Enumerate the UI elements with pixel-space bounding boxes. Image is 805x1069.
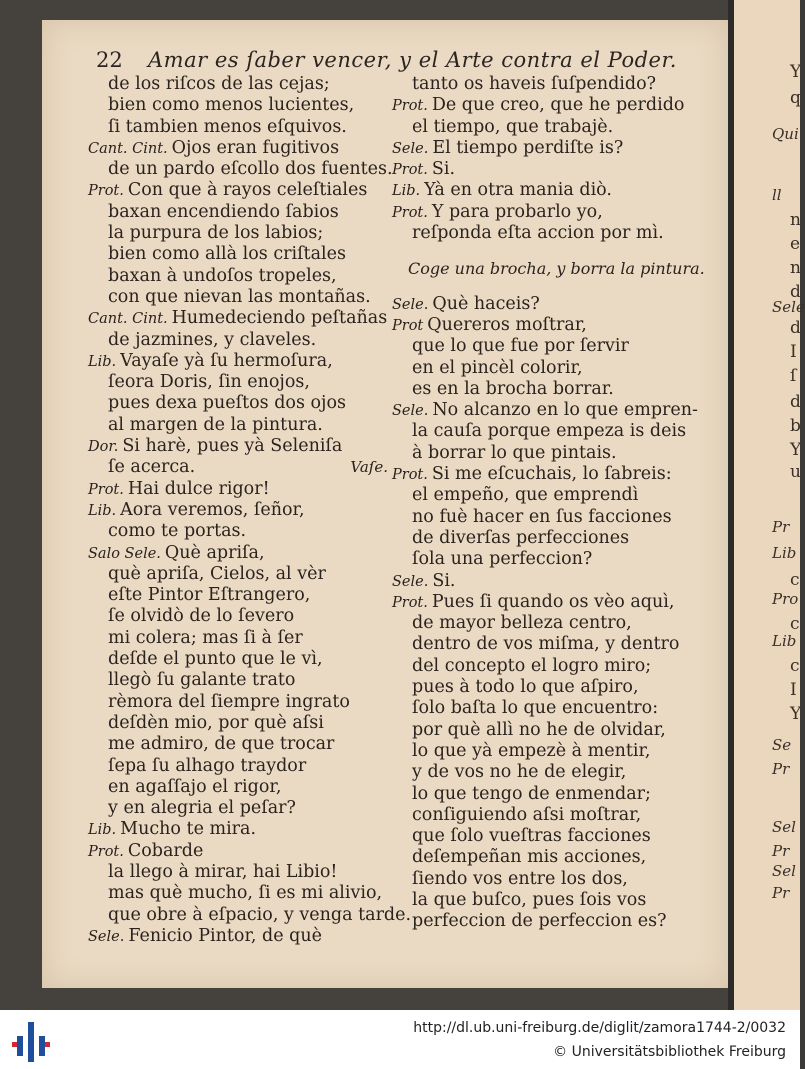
verse-line (88, 904, 412, 926)
verse-text: que ſolo vueſtras facciones (412, 826, 651, 847)
verse-line (88, 351, 388, 372)
verse-line (392, 613, 722, 634)
verse-text: en el pincèl colorir, (412, 357, 583, 378)
left-text-column (88, 74, 412, 947)
verse-text: por què allì no he de olvidar, (412, 719, 666, 740)
verse-line (392, 805, 722, 826)
neighbor-page-fragment: Pr (772, 518, 790, 536)
verse-line (88, 74, 388, 95)
neighbor-page-fragment: Pr (772, 842, 790, 860)
speaker-name: Cant. Cint. (88, 140, 168, 157)
viewer-footer (0, 1010, 800, 1069)
neighbor-page-fragment: Y (790, 440, 802, 460)
speaker-name: Sele. (392, 573, 429, 590)
verse-text: de mayor belleza centro, (412, 613, 632, 634)
verse-line (88, 564, 388, 585)
copyright-notice: © Universitätsbibliothek Freiburg (553, 1044, 786, 1060)
verse-text: y de vos no he de elegir, (412, 762, 627, 783)
verse-line (392, 138, 722, 159)
verse-text: Què apriſa, (164, 542, 265, 563)
neighbor-page-fragment: b (790, 416, 801, 436)
verse-line (392, 656, 722, 677)
neighbor-page-fragment: Pro (772, 590, 799, 608)
verse-text: deſdèn mio, por què aſsi (108, 712, 324, 733)
verse-line (392, 677, 722, 698)
verse-text: llegò ſu galante trato (108, 670, 296, 691)
verse-line (88, 883, 388, 904)
verse-text: pues à todo lo que aſpiro, (412, 677, 639, 698)
verse-text: deſempeñan mis acciones, (412, 847, 647, 868)
verse-line (88, 436, 388, 457)
verse-text: eſte Pintor Eſtrangero, (108, 585, 311, 606)
verse-line (392, 180, 722, 201)
verse-text: dentro de vos miſma, y dentro (412, 634, 680, 655)
verse-text: ſe acerca. (108, 457, 196, 478)
verse-line (88, 330, 388, 351)
verse-text: la purpura de los labios; (108, 223, 324, 244)
verse-text: baxan à undoſos tropeles, (108, 265, 337, 286)
verse-text: Si harè, pues yà Seleniſa (122, 436, 343, 457)
verse-line (88, 798, 388, 819)
verse-text: deſde el punto que le vì, (108, 649, 323, 670)
neighbor-page-edge (732, 0, 805, 1010)
neighbor-page-fragment: I (790, 342, 797, 362)
verse-text: del concepto el logro miro; (412, 655, 652, 676)
verse-text: à borrar lo que pintais. (412, 442, 617, 463)
verse-line (88, 926, 388, 947)
verse-line (88, 202, 388, 223)
verse-line (392, 847, 722, 868)
speaker-name: Sele. (392, 403, 429, 420)
verse-line (88, 393, 388, 414)
verse-line (392, 379, 722, 400)
speaker-name: Lib. (88, 353, 117, 370)
verse-text: ſe olvidò de lo ſevero (108, 606, 295, 627)
verse-text: y en alegria el peſar? (108, 798, 296, 819)
verse-text: el tiempo, que trabajè. (412, 116, 614, 137)
verse-line (88, 372, 388, 393)
verse-text: como te portas. (108, 521, 247, 542)
verse-text: mi colera; mas ſi à ſer (108, 627, 303, 648)
speaker-name: Lib. (88, 822, 117, 839)
speaker-name: Prot. (392, 594, 428, 611)
page-number: 22 (96, 48, 123, 72)
verse-line (88, 180, 388, 201)
verse-text: Vayaſe yà ſu hermoſura, (120, 350, 333, 371)
verse-line (392, 358, 722, 379)
stage-aside: Vaſe. (350, 458, 388, 477)
verse-line (88, 308, 388, 329)
verse-text: tanto os haveis ſuſpendido? (412, 74, 657, 94)
verse-text: ſola una perfeccion? (412, 549, 593, 570)
neighbor-page-fragment: Pr (772, 884, 790, 902)
neighbor-page-fragment: d (790, 392, 801, 412)
permalink-url[interactable]: http://dl.ub.uni-freiburg.de/diglit/zamora1744-2/0032 (413, 1020, 786, 1036)
verse-line (392, 890, 722, 911)
verse-text: què apriſa, Cielos, al vèr (108, 563, 326, 584)
neighbor-page-fragment: Lib (772, 544, 797, 562)
neighbor-page-fragment: c (790, 656, 800, 676)
page-gutter (728, 0, 734, 1010)
speaker-name: Dor. (88, 439, 119, 456)
verse-text: la que buſco, pues ſois vos (412, 889, 647, 910)
verse-line (392, 223, 722, 244)
library-logo-icon (12, 1022, 50, 1062)
verse-text: la llego à mirar, hai Libio! (108, 861, 338, 882)
verse-text: con que nievan las montañas. (108, 286, 371, 307)
verse-text: pues dexa pueſtos dos ojos (108, 393, 346, 414)
verse-line (392, 421, 722, 442)
verse-text: bien como menos lucientes, (108, 95, 355, 116)
verse-line (392, 911, 722, 932)
verse-line (88, 862, 388, 883)
neighbor-page-fragment: d (790, 318, 801, 338)
verse-text: de jazmines, y claveles. (108, 329, 317, 350)
speaker-name: Sele. (392, 296, 429, 313)
verse-line (88, 415, 388, 436)
right-text-column (392, 74, 722, 933)
verse-text: que lo que fue por ſervir (412, 336, 629, 357)
verse-text: Con que à rayos celeſtiales (127, 180, 368, 201)
verse-text: la cauſa porque empeza is deis (412, 421, 687, 442)
verse-line (88, 692, 388, 713)
speaker-name: Prot (392, 317, 424, 334)
verse-text: El tiempo perdiſte is? (432, 137, 624, 158)
verse-line (392, 826, 722, 847)
verse-line (88, 670, 388, 691)
verse-line (88, 819, 388, 840)
verse-line (88, 841, 388, 862)
verse-text: lo que yà empezè à mentir, (412, 740, 651, 761)
verse-text: en agaſſajo el rigor, (108, 776, 282, 797)
verse-line (392, 869, 722, 890)
neighbor-page-fragment: c (790, 614, 800, 634)
verse-line (88, 266, 388, 287)
verse-text: Humedeciendo peſtañas (171, 308, 388, 329)
verse-line (88, 159, 393, 180)
verse-line (392, 762, 722, 783)
verse-line (392, 592, 722, 613)
verse-line (88, 500, 388, 521)
verse-text: Hai dulce rigor! (127, 478, 270, 499)
neighbor-page-fragment: Y (790, 704, 802, 724)
speaker-name: Lib. (392, 183, 421, 200)
verse-text: No alcanzo en lo que empren- (432, 400, 698, 421)
neighbor-page-fragment: q (790, 88, 801, 108)
verse-line (88, 95, 388, 116)
speaker-name: Prot. (392, 467, 428, 484)
verse-line (88, 223, 388, 244)
neighbor-page-fragment: Qui (772, 125, 799, 143)
verse-line (88, 457, 388, 478)
speaker-name: Sele. (88, 928, 125, 945)
verse-text: es en la brocha borrar. (412, 378, 614, 399)
verse-text: ſepa ſu alhago traydor (108, 755, 307, 776)
speaker-name: Prot. (88, 481, 124, 498)
verse-text: Quereros moſtrar, (427, 314, 587, 335)
verse-text: el empeño, que emprendì (412, 485, 639, 506)
verse-line (392, 315, 722, 336)
verse-line (88, 521, 388, 542)
speaker-name: Prot. (88, 183, 124, 200)
verse-line (88, 628, 388, 649)
speaker-name: Prot. (392, 204, 428, 221)
speaker-name: Lib. (88, 502, 117, 519)
verse-line (88, 649, 388, 670)
neighbor-page-fragment: ll (772, 186, 782, 204)
neighbor-page-fragment: e (790, 234, 801, 254)
verse-text: que obre à eſpacio, y venga tarde. (108, 904, 412, 925)
verse-text: lo que tengo de enmendar; (412, 783, 651, 804)
neighbor-page-fragment: d (790, 282, 801, 302)
verse-line (88, 117, 388, 138)
speaker-name: Sele. (392, 140, 429, 157)
verse-line (88, 734, 388, 755)
verse-line (88, 287, 388, 308)
verse-text: ſeora Doris, ſin enojos, (108, 372, 310, 393)
verse-line (392, 698, 722, 719)
verse-line (392, 549, 722, 570)
verse-line (88, 606, 388, 627)
verse-text: de un pardo eſcollo dos fuentes. (108, 159, 393, 180)
verse-text: Si. (432, 570, 456, 591)
verse-line (88, 713, 388, 734)
verse-line (392, 117, 722, 138)
verse-text: Ojos eran fugitivos (171, 137, 340, 158)
neighbor-page-fragment: n (790, 258, 801, 278)
verse-text: Què haceis? (432, 293, 540, 314)
verse-text: no fuè hacer en ſus facciones (412, 506, 672, 527)
verse-line (392, 720, 722, 741)
verse-text: me admiro, de que trocar (108, 734, 335, 755)
verse-line (88, 244, 388, 265)
verse-text: Mucho te mira. (120, 819, 257, 840)
speaker-name: Prot. (392, 98, 428, 115)
verse-text: de diverſas perfecciones (412, 527, 630, 548)
verse-line (88, 585, 388, 606)
verse-text: bien como allà los criſtales (108, 244, 346, 265)
verse-text: Si me eſcuchais, lo ſabreis: (431, 464, 672, 485)
verse-text: rèmora del ſiempre ingrato (108, 691, 350, 712)
verse-line (392, 336, 722, 357)
running-title: Amar es ſaber vencer, y el Arte contra el Poder. (148, 48, 677, 72)
verse-text: mas què mucho, ſi es mi alivio, (108, 883, 383, 904)
verse-line (392, 741, 722, 762)
verse-text: ſiendo vos entre los dos, (412, 868, 628, 889)
neighbor-page-fragment: c (790, 570, 800, 590)
speaker-name: Cant. Cint. (88, 311, 168, 328)
verse-text: ſolo baſta lo que encuentro: (412, 698, 659, 719)
verse-text: Yà en otra mania diò. (424, 180, 612, 201)
verse-text: perfeccion de perfeccion es? (412, 911, 667, 932)
verse-line (392, 507, 722, 528)
verse-text: Y para probarlo yo, (431, 201, 603, 222)
verse-text: Si. (431, 159, 456, 180)
verse-text: Pues ſi quando os vèo aquì, (431, 591, 675, 612)
speaker-name: Prot. (392, 162, 428, 179)
verse-line (392, 159, 722, 180)
neighbor-page-fragment: Y (790, 62, 802, 82)
verse-line (88, 756, 388, 777)
verse-line (88, 479, 388, 500)
verse-text: Aora veremos, ſeñor, (120, 499, 305, 520)
verse-text: al margen de la pintura. (108, 414, 323, 435)
verse-text: baxan encendiendo ſabios (108, 201, 339, 222)
speaker-name: Prot. (88, 843, 124, 860)
verse-line (392, 571, 722, 592)
verse-line (392, 485, 722, 506)
verse-line (88, 138, 388, 159)
verse-line (392, 634, 722, 655)
verse-line (392, 528, 722, 549)
neighbor-page-fragment: Se (772, 736, 792, 754)
verse-text: De que creo, que he perdido (431, 95, 685, 116)
neighbor-page-fragment: I (790, 680, 797, 700)
verse-line (392, 294, 722, 315)
neighbor-page-fragment: Sele (772, 298, 805, 316)
verse-text: conſiguiendo aſsi moſtrar, (412, 804, 642, 825)
speaker-name: Salo Sele. (88, 545, 161, 562)
verse-line (392, 74, 722, 95)
verse-line (392, 464, 722, 485)
verse-line (392, 95, 722, 116)
verse-text: Fenicio Pintor, de què (128, 925, 322, 946)
verse-line (88, 777, 388, 798)
verse-text: ſi tambien menos eſquivos. (108, 116, 347, 137)
verse-line (88, 543, 388, 564)
verse-line (392, 400, 722, 421)
verse-line (392, 443, 722, 464)
verse-text: Cobarde (127, 840, 204, 861)
neighbor-page-fragment: Sel (772, 862, 796, 880)
neighbor-page-fragment: Sel (772, 818, 796, 836)
neighbor-page-fragment: Pr (772, 760, 790, 778)
neighbor-page-fragment: u (790, 462, 801, 482)
verse-text: reſponda eſta accion por mì. (412, 223, 664, 244)
verse-text: de los riſcos de las cejas; (108, 74, 330, 94)
neighbor-page-fragment: Lib (772, 632, 797, 650)
verse-line (392, 784, 722, 805)
neighbor-page-fragment: ſ (790, 366, 797, 386)
verse-line (392, 202, 722, 223)
neighbor-page-fragment: n (790, 210, 801, 230)
stage-direction: Coge una brocha, y borra la pintura. (408, 259, 705, 279)
